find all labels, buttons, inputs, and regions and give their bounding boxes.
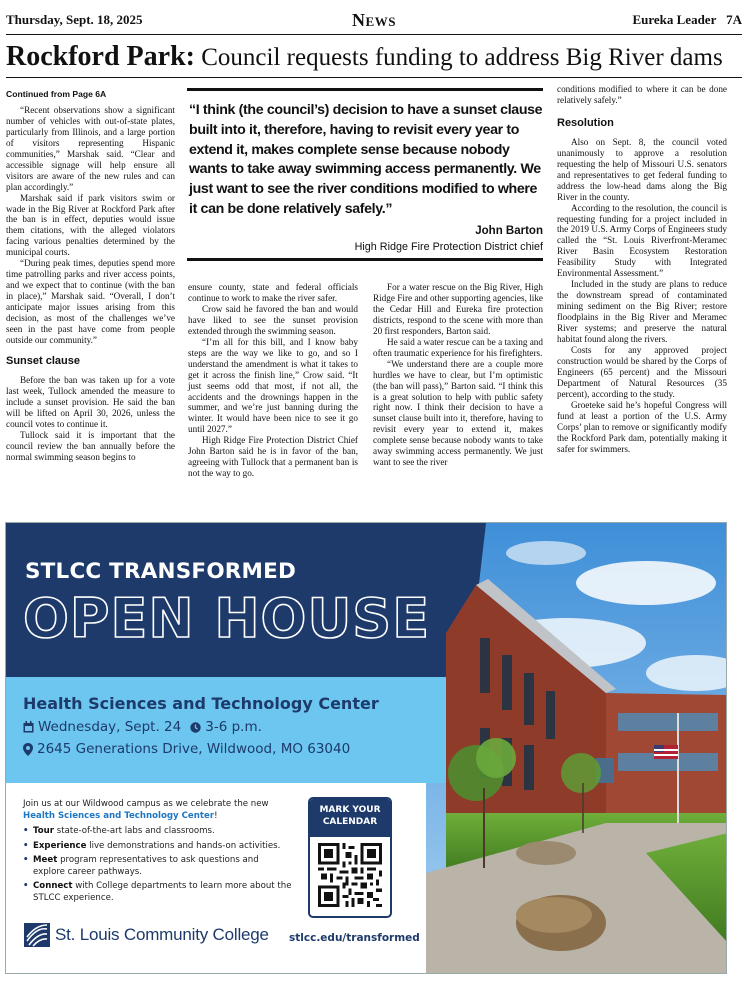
page-header <box>6 10 742 32</box>
paper-and-page <box>632 12 742 28</box>
intro-end: ! <box>214 810 218 821</box>
article-column-3 <box>373 282 543 468</box>
pull-quote <box>187 88 543 261</box>
mark-calendar-box[interactable] <box>308 797 392 918</box>
ad-url-link[interactable]: stlcc.edu/transformed <box>289 932 420 944</box>
ad-kicker: STLCC TRANSFORMED <box>25 559 297 584</box>
paragraph: Also on Sept. 8, the council voted unanimously to approve a resolution requesting the help of Missouri U.S. senators and representatives to get federal funding to address the low-head dams along the Big River in the county. <box>557 136 727 202</box>
paragraph: Before the ban was taken up for a vote last week, Tullock amended the measure to include a sunset provision. He said the ban will be lifted on April 30, 2026, unless the council votes to continue it. <box>6 374 175 429</box>
pull-quote-name: John Barton <box>475 224 543 237</box>
paragraph: “I’m all for this bill, and I know baby steps are the way we like to go, and so I understand the amendment is what it takes to get it across the finish line,” Crow said. “It just seems odd that most, if not all, the accidents and the drownings happen in the summer, and we’re just banning during the winter. It would have been nice to see it go until 2027.” <box>188 336 358 435</box>
list-item <box>23 841 293 853</box>
paragraph: He said a water rescue can be a taxing and often traumatic experience for his firefighters. <box>373 336 543 358</box>
headline-lead: Rockford Park: <box>6 41 195 72</box>
list-item <box>23 855 293 878</box>
intro-text: Join us at our Wildwood campus as we celebrate the new <box>23 799 269 809</box>
subhead-resolution: Resolution <box>557 116 614 129</box>
advertisement-stlcc[interactable] <box>5 522 727 974</box>
paragraph: “Recent observations show a significant number of vehicles with out-of-state plates, particularly from Illinois, and a large portion of visitors representing Hispanic communities,” Marshak said. “Clear and accessible signage will help ensure all visitors are aware of the new rules and can plan accordingly.” <box>6 104 175 192</box>
paragraph: Included in the study are plans to reduce the downstream spread of contaminated mining sediment on the Big River; restore floodplains in the Big River and Meramec River systems; and preserve the natural habitat found along the rivers. <box>557 279 727 345</box>
section-name: News <box>352 10 396 30</box>
page-number: 7A <box>726 12 742 27</box>
pull-quote-text: “I think (the council’s) decision to have a sunset clause built into it, therefore, having to revisit every year to extend it, makes complete sense because nobody wants to take away swimming access permanently. We just want to see the river conditions modified to where it can be done relatively safely.” <box>189 102 543 217</box>
bullet-text: live demonstrations and hands-on activities. <box>89 840 281 851</box>
article-column-4 <box>557 84 727 455</box>
paragraph: ensure county, state and federal officials continue to work to make the river safer. <box>188 282 358 303</box>
ad-date: Wednesday, Sept. 24 <box>38 719 182 735</box>
header-rule <box>6 34 742 35</box>
paragraph: Crow said he favored the ban and would have liked to see the sunset provision extended through the swimming season. <box>188 303 358 336</box>
paragraph: Costs for any approved project construction would be shared by the Corps of Engineers (65 percent) and the Missouri Department of Natural Resources (35 percent), according to the study. <box>557 344 727 399</box>
ad-time: 3-6 p.m. <box>205 719 262 735</box>
bullet-bold: Tour <box>33 826 54 836</box>
college-logo[interactable] <box>24 923 269 947</box>
ad-center-name: Health Sciences and Technology Center <box>23 694 379 713</box>
headline <box>6 40 746 74</box>
article-column-2 <box>188 282 358 479</box>
ad-datetime-row <box>23 719 262 735</box>
headline-rest: Council requests funding to address Big River dams <box>201 44 723 71</box>
stlcc-logo-icon <box>24 923 50 947</box>
paragraph: Groeteke said he’s hopeful Congress will fund at least a portion of the U.S. Army Corps’ plan to remove or significantly modify the Rockford Park dam, potentially making it safer for swimmers. <box>557 399 727 454</box>
location-pin-icon <box>23 743 33 756</box>
list-item <box>23 881 293 904</box>
bullet-bold: Connect <box>33 881 73 891</box>
ad-address: 2645 Generations Drive, Wildwood, MO 63040 <box>37 741 351 757</box>
bullet-text: program representatives to ask questions and explore career pathways. <box>33 855 259 877</box>
bullet-bold: Experience <box>33 840 87 851</box>
ad-title: OPEN HOUSE <box>23 587 431 650</box>
ad-address-row <box>23 741 350 757</box>
calendar-icon <box>23 721 34 733</box>
qr-code[interactable] <box>318 843 382 907</box>
headline-rule <box>6 77 742 78</box>
paragraph: According to the resolution, the council is requesting funding for a project included in the 2019 U.S. Army Corps of Engineers study called the “St. Louis Riverfront-Meramec River Basin Ecosystem Restoration Feasibility Study with Integrated Environmental Assessment.” <box>557 202 727 279</box>
paragraph: “During peak times, deputies spend more time patrolling parks and river access points, and we expect that to continue (with the ban in place),” Marshak said. “Overall, I don’t anticipate major issues arising from this decision, as most of the challenges we’ve seen in the past have come from people outside our community.” <box>6 258 175 345</box>
paragraph: “We understand there are a couple more hurdles we have to clear, but I’m optimistic (the ban will pass),” Barton said. “I think this is a great solution to help with public safety right now. I think their decision to have a sunset clause built into it, therefore, having to revisit every year to extend it, makes complete sense because nobody wants to take away swimming access permanently. We just want to see the river <box>373 358 543 468</box>
continued-label: Continued from Page 6A <box>6 89 107 99</box>
paragraph: Marshak said if park visitors swim or wade in the Big River at Rockford Park after the ban is in effect, deputies would issue them citations, with the alleged violators facing various penalties determined by the municipal courts. <box>6 192 175 258</box>
list-item <box>23 826 293 838</box>
pull-quote-title: High Ridge Fire Protection District chief <box>354 240 543 253</box>
college-name: St. Louis Community College <box>55 925 269 944</box>
issue-date: Thursday, Sept. 18, 2025 <box>6 12 143 27</box>
ad-bullet-list <box>23 826 293 907</box>
paragraph: For a water rescue on the Big River, High Ridge Fire and other supporting agencies, like the Cedar Hill and Eureka fire protection districts, respond to the scene with more than 20 first responders, Barton said. <box>373 282 543 336</box>
bullet-text: with College departments to learn more about the STLCC experience. <box>33 881 292 903</box>
ad-intro <box>23 799 293 822</box>
paragraph: Tullock said it is important that the council review the ban annually before the normal swimming season begins to <box>6 429 175 462</box>
paragraph: conditions modified to where it can be done relatively safely.” <box>557 84 727 105</box>
subhead-sunset-clause: Sunset clause <box>6 354 80 367</box>
clock-icon <box>190 722 201 733</box>
bullet-bold: Meet <box>33 855 58 865</box>
paper-name: Eureka Leader <box>632 12 717 27</box>
article-column-1 <box>6 89 175 463</box>
bullet-text: state-of-the-art labs and classrooms. <box>56 826 215 836</box>
paragraph: High Ridge Fire Protection District Chief John Barton said he is in favor of the ban, agreeing with Tullock that a permanent ban is not the way to go. <box>188 435 358 479</box>
mark-calendar-label: MARK YOUR CALENDAR <box>310 799 390 837</box>
intro-highlight: Health Sciences and Technology Center <box>23 810 215 821</box>
